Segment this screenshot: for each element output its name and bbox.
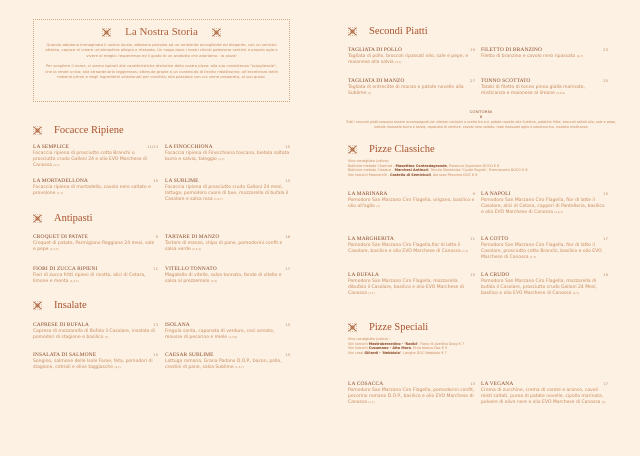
item-price: 27 [470,78,475,83]
item-price: 9 [472,191,475,196]
item-allergens: (1) [376,205,380,209]
section-title-text: Insalate [54,300,87,311]
item-desc: Tagliata di entrecôte di manzo e patate novelle alla Sublime [348,85,464,97]
item-allergens: (1,3,7) [49,248,59,252]
item-desc: Pomodoro San Marzano Ciro Flagella, origano, basilico e olio all'aglio [348,198,475,210]
item-allergens: (1,7) [572,292,579,296]
item-allergens: (1,3,7) [235,366,244,370]
wine-line: Vini bianchi Cusumano - Alta Mora, Etna bianco Doc € 9 [348,346,448,351]
section-secondi [348,26,613,37]
item-name: FIORI DI ZUCCA RIPIENI [33,266,98,272]
item-price: 16 [285,234,290,239]
section-title [348,322,613,333]
menu-item [481,191,608,217]
item-price: 15 [603,191,608,196]
item-allergens: (3,4) [210,280,217,284]
wine-line: Vini rossi Gillardi - 'Nebbiolo', Langhe DOC Nebbiolo € 7 [348,350,447,355]
section-classiche [348,144,613,177]
item-name: LA SEMPLICE [33,144,70,150]
wine-heading: Vino consigliato (calice): [348,159,390,163]
item-price: 17 [285,266,290,271]
item-desc: Lattuga romana, Grana Padano D.O.P., bacon, pollo, crostini di pane, salsa Sublime [165,359,282,371]
ornament-icon [348,323,357,332]
item-desc: Pomodoro San Marzano Ciro Flagella,fior di latte il Casolare, basilico e olio EVO Marchese di Canossa [348,243,461,255]
menu-item [33,178,158,197]
item-price: 17 [603,381,608,386]
contorni-block [345,109,617,129]
section-title [33,213,298,224]
item-price: 13 [470,381,475,386]
section-title-text: Secondi Piatti [369,26,428,37]
menu-item [33,266,158,285]
section-title [33,125,298,136]
item-name: CAESAR SUBLIME [165,352,214,358]
menu-item [165,352,290,371]
section-insalate [33,300,298,311]
item-allergens: (1) [367,92,372,96]
item-price: 17 [603,236,608,241]
item-allergens: (1) [601,401,606,405]
contorni-title: CONTORNI [469,109,493,114]
menu-item [165,266,290,285]
item-allergens: (1,4,7) [69,280,79,284]
ornament-icon [33,301,42,310]
menu-item [33,352,158,371]
item-allergens: (1,3,4) [192,248,201,252]
item-allergens: (3,7) [395,61,402,65]
item-name: CROQUET DI PATATE [33,234,89,240]
item-name: CAPRESE DI BUFALA [33,322,89,328]
item-name: LA FINOCCHIONA [165,144,213,150]
item-price: 11 [470,236,475,241]
item-price: 15 [153,178,158,183]
menu-item [348,78,475,97]
item-desc: Pomodoro San Marzano Ciro Flagella, mozzarella di bufala il Casolare, prosciutto crudo Galloni 24 Mesi, basilico e olio EVO Marchese di Canossa [481,279,597,297]
item-price: 19 [603,272,608,277]
item-allergens: (1,7) [56,192,63,196]
section-title [33,300,298,311]
section-title [348,26,613,37]
menu-item [348,47,475,66]
menu-item [481,47,608,60]
item-name: LA BUFALA [348,272,379,278]
item-desc: Pomodoro San Marzano Ciro Flagella, fior di latte il Casolare, prosciutto cotto Branchi, basilico e olio EVO Marchese di Canossa [481,243,602,261]
item-name: LA SUBLIME [165,178,199,184]
menu-item [165,322,290,341]
wine-line: Bollicine metodo Charmat - Masottina Contradagranda, Prosecco Superiore DOCG € 6 [348,163,500,168]
menu-item [33,322,158,341]
menu-item [481,78,608,97]
item-name: TARTARE DI MANZO [165,234,220,240]
section-title-text: Pizze Speciali [369,322,429,333]
contorni-desc: Tutti i secondi piatti possono essere accompagnati da ulteriori contorni a scelta tra cui: patate novelle alla Sublime, patatine fritte, broccoli saltati olio, sale e pepe, bietole ripassate burro e salvia, caponata di verdure, cavolo nero saltato, rape ripassate aglio e peperoncino, insalata misticanza [346,120,616,129]
item-price: 15 [285,178,290,183]
item-desc: Fregula sarda, caponata di verdure, ceci arrosto, mousse di pecorino e miele [165,329,275,341]
item-name: LA COSACCA [348,381,384,387]
item-desc: Tartare di manzo, chips di pane, pomodorini confit e salsa verde [165,241,283,253]
item-price: 15 [285,352,290,357]
story-paragraph: Quando abbiamo immaginato il nostro locale, abbiamo pensato ad un ambiente accogliente ed elegante, con un servizio attento, capace di creare un'atmosfera allegra e rilassata. Un luogo dove i nostri clienti potessero sentirsi a proprio agio e vivere al meglio l'esperienza ed il gusto di un prodotto che adoriamo : la pizza! [45,42,278,58]
wine-line: Vini bianchi Masciarelli - Castello di Semivicoli, Abruzzo Pecorino DOC € 6 [348,172,478,177]
wine-recommendation [348,337,613,355]
item-name: TONNO SCOTTATO [481,78,531,84]
story-title-row [34,26,289,38]
item-name: LA MORTADELLONA [33,178,88,184]
section-title-text: Antipasti [54,213,93,224]
item-desc: Pomodoro San Marzano Ciro Flagella, fior di latte il Casolare, alici di Cetara, capperi di Pantelleria, basilico e olio EVO Marchese di Canossa [481,198,605,216]
section-speciali [348,322,613,355]
item-allergens: (3,4,6) [556,92,565,96]
item-allergens: (1,7) [53,164,60,168]
item-desc: Songino, salmone delle Isole Faroe, feta, pomodori di stagione, cetrioli e olive taggiasche [33,359,153,371]
wine-recommendation [348,159,613,177]
item-desc: Focaccia ripiena di prosciutto crudo Galloni 24 mesi, lattuga, pomodoro cuore di bue, mozzarella di bufala il Casolare e salsa rosa [165,185,289,203]
section-antipasti [33,213,298,224]
ornament-icon [348,27,357,36]
contorni-price: 6 [479,114,483,119]
item-price: 23 [603,47,608,52]
wine-heading: Vino consigliato (calice) : [348,337,391,341]
story-title: La Nostra Storia [125,26,198,38]
item-name: FILETTO DI BRANZINO [481,47,543,53]
menu-item [165,234,290,253]
wine-line: Vini bianchi Mastroberardino - 'Radici', Fiano di Avellino Docg € 7 [348,341,465,346]
menu-item [348,381,475,407]
item-name: TAGLIATA DI POLLO [348,47,402,53]
section-title [348,144,613,155]
item-allergens: (4,7) [576,55,583,58]
item-desc: Crema di zucchine, crema di carote e arance, cavoli misti saltati, purea di patate novelle, cipolla marinata, polvere di olive nere e olio EVO Marchese di Canossa [481,388,604,406]
item-name: LA COTTO [481,236,509,242]
item-desc: Tagliata di pollo, broccoli ripassati olio, sale e pepe, e maionese alla salvia [348,54,469,66]
menu-item [348,236,475,255]
item-price: 19 [470,47,475,52]
story-paragraph: Per scegliere il nome, ci siamo ispirati alle caratteristiche distintive della nostra pizza: alla sua consistenza "scioglievole", che la rende unica; alla straordinaria leggerezza, ottenuta grazie a un contenuto di lievito ridottissimo; all'eccellenza delle materie prime e degli ingredienti selezionati per condirla; alla passione con cui viene preparata, al suo gusto. [45,63,278,80]
item-desc: Pomodoro San Marzano Ciro Flagella, mozzarella dibufala il Casolare, basilico e olio EVO Marchese di Canossa [348,279,464,297]
item-desc: Filetto di branzino e cavolo nero ripassato [481,54,576,59]
item-name: LA VEGANA [481,381,514,387]
item-name: LA MARINARA [348,191,388,197]
item-name: ISOLANA [165,322,190,328]
item-name: LA NAPOLI [481,191,511,197]
item-desc: Croquet di patate, Parmigiano Reggiano 24 mesi, sale e pepe [33,241,155,253]
ornament-icon [348,145,357,154]
item-price: 15 [285,322,290,327]
item-name: TAGLIATA DI MANZO [348,78,405,84]
item-allergens: (1,7) [218,158,225,162]
menu-item [348,272,475,298]
wine-line: Bollicine metodo Classico - Marchesi Antinori, Tenuta Montenisa 'Cuvée Royale', Franciacorta DOCG € 8 [348,168,528,173]
item-allergens: (1,7) [529,256,537,260]
item-name: INSALATA DI SALMONE [33,352,97,358]
menu-item [348,191,475,210]
item-desc: Fiori di zucca fritti ripieni di ricotta, alici di Cetara, limone e menta [33,273,146,285]
item-desc: Focaccia ripiena di Finocchiona toscana, bietola saltata burro e salvia, taleggio [165,151,290,163]
item-price: 15 [285,144,290,149]
section-title-text: Pizze Classiche [369,144,435,155]
item-desc: Magatello di vitello, salsa tonnata, fondo di vitello e salsa al prezzemolo [165,273,282,285]
ornament-icon [212,28,221,37]
menu-item [165,178,290,204]
item-price: 9 [155,234,158,239]
item-price: 25 [603,78,608,83]
item-price: 13 [153,322,158,327]
item-desc: Focaccia ripiena di prosciutto cotto Branchi o prosciutto crudo Galloni 24 e olio EVO Marchese di Canossa [33,151,147,169]
item-allergens: (1,7) [462,250,469,254]
menu-item [33,234,158,253]
item-allergens: (4,7) [114,366,121,370]
menu-item [165,144,290,163]
item-allergens: (1,3,7) [214,198,223,202]
item-desc: Focaccia ripiena di mortadella, cavolo nero saltato e provolone [33,185,151,197]
item-allergens: (1,7) [368,292,375,296]
menu-item [481,381,608,407]
item-price: 15 [153,352,158,357]
story-box [33,19,290,102]
menu-item [481,272,608,298]
ornament-icon [33,214,42,223]
menu-item [481,236,608,262]
item-allergens: (7) [104,336,109,340]
item-price: 11/13 [147,144,158,149]
item-name: LA MARGHERITA [348,236,394,242]
item-name: LA CRUDO [481,272,510,278]
item-allergens: (1,7) [368,401,375,405]
item-allergens: (1,4,7) [554,211,564,215]
item-price: 11 [153,266,158,271]
item-name: VITELLO TONNATO [165,266,217,272]
ornament-icon [33,126,42,135]
section-title-text: Focacce Ripiene [54,125,124,136]
item-allergens: (1,7,9) [228,336,238,340]
item-price: 15 [470,272,475,277]
item-desc: Tataki di filetto di tonno pinna gialla marinato, misticanza e maionese al limone [481,85,585,97]
menu-item [33,144,158,170]
item-desc: Caprese di mozzarella di Bufala il Casolare, insalata di pomodori di stagione e basilico [33,329,156,341]
ornament-icon [102,28,111,37]
section-focacce [33,125,298,136]
item-desc: Pomodoro San Marzano Ciro Flagella, pomodorini confit, pecorino romano D.O.P., basilico e olio EVO Marchese di Canossa [348,388,475,406]
